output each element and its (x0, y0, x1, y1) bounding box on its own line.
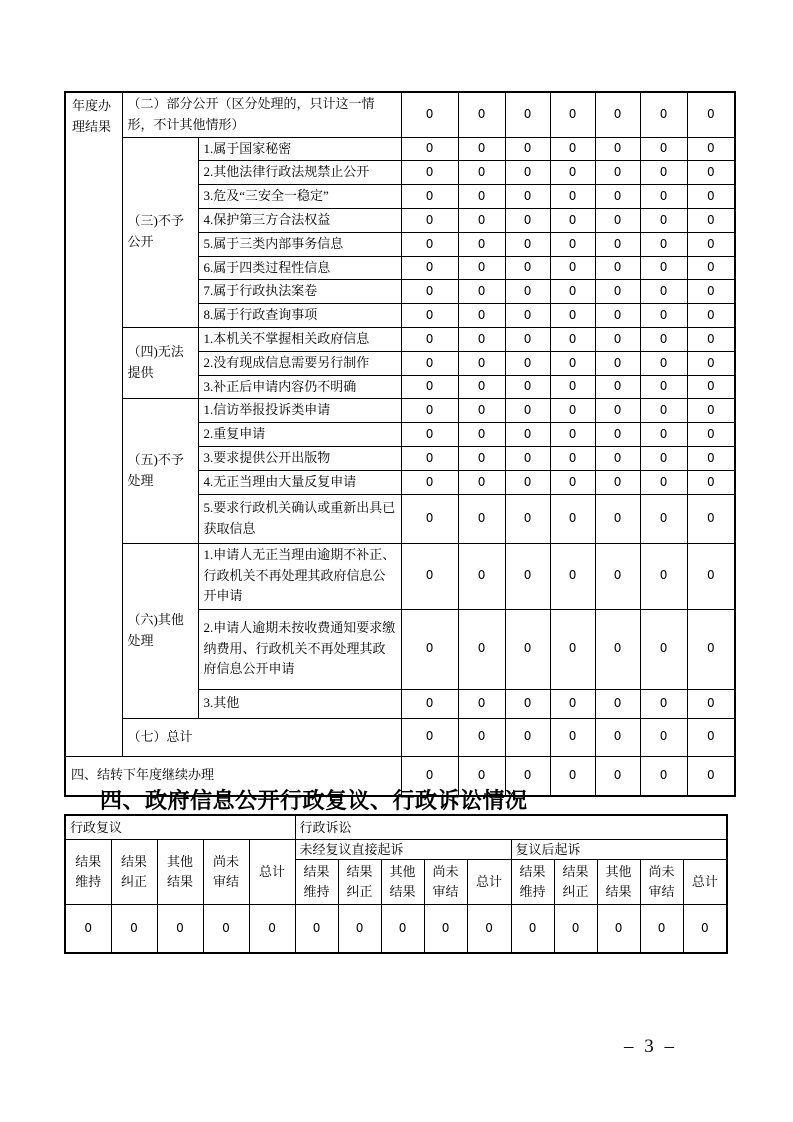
item-label: 5.属于三类内部事务信息 (198, 232, 401, 256)
value-cell: 0 (458, 609, 505, 689)
value-cell: 0 (687, 256, 735, 280)
value-cell: 0 (595, 446, 640, 470)
value-cell: 0 (595, 256, 640, 280)
value-cell: 0 (640, 92, 687, 137)
litigation-section-label: 行政诉讼 (295, 815, 727, 839)
value-cell: 0 (458, 327, 505, 351)
direct-result-header: 结果维持 (295, 860, 338, 905)
value-cell: 0 (595, 756, 640, 796)
value-cell: 0 (505, 494, 550, 543)
value-cell: 0 (505, 185, 550, 209)
value-cell: 0 (458, 185, 505, 209)
value-cell: 0 (550, 327, 595, 351)
value-cell: 0 (458, 689, 505, 718)
item-label: 2.其他法律行政法规禁止公开 (198, 161, 401, 185)
value-cell: 0 (640, 232, 687, 256)
value-cell: 0 (458, 718, 505, 756)
value-cell: 0 (687, 756, 735, 796)
value-cell: 0 (401, 375, 458, 399)
value-cell: 0 (401, 399, 458, 423)
value-cell: 0 (687, 232, 735, 256)
value-cell: 0 (640, 399, 687, 423)
value-cell: 0 (640, 470, 687, 494)
value-cell: 0 (595, 327, 640, 351)
value-cell: 0 (458, 423, 505, 447)
item-label: 3.要求提供公开出版物 (198, 446, 401, 470)
value-cell: 0 (157, 905, 203, 953)
item-label: 1.属于国家秘密 (198, 137, 401, 161)
value-cell: 0 (640, 185, 687, 209)
value-cell: 0 (550, 609, 595, 689)
value-cell: 0 (640, 494, 687, 543)
value-cell: 0 (458, 375, 505, 399)
value-cell: 0 (401, 609, 458, 689)
value-cell: 0 (550, 399, 595, 423)
value-cell: 0 (595, 399, 640, 423)
total-row-label: （七）总计 (122, 718, 401, 756)
value-cell: 0 (595, 543, 640, 609)
item-label: 5.要求行政机关确认或重新出具已获取信息 (198, 494, 401, 543)
review-result-header: 尚未审结 (203, 839, 249, 905)
value-cell: 0 (550, 208, 595, 232)
value-cell: 0 (595, 375, 640, 399)
value-cell: 0 (640, 327, 687, 351)
value-cell: 0 (595, 208, 640, 232)
review-result-header: 结果维持 (65, 839, 111, 905)
value-cell: 0 (687, 494, 735, 543)
value-cell: 0 (687, 351, 735, 375)
value-cell: 0 (458, 137, 505, 161)
item-label: 6.属于四类过程性信息 (198, 256, 401, 280)
value-cell: 0 (338, 905, 381, 953)
value-cell: 0 (505, 375, 550, 399)
item-label: 7.属于行政执法案卷 (198, 280, 401, 304)
value-cell: 0 (640, 543, 687, 609)
value-cell: 0 (505, 327, 550, 351)
value-cell: 0 (595, 280, 640, 304)
category-label-not-processed: （五)不予处理 (122, 399, 198, 543)
value-cell: 0 (550, 689, 595, 718)
value-cell: 0 (640, 718, 687, 756)
value-cell: 0 (640, 351, 687, 375)
value-cell: 0 (401, 718, 458, 756)
value-cell: 0 (458, 446, 505, 470)
post-review-result-header: 尚未审结 (640, 860, 683, 905)
value-cell: 0 (401, 470, 458, 494)
value-cell: 0 (550, 304, 595, 328)
value-cell: 0 (505, 423, 550, 447)
value-cell: 0 (687, 609, 735, 689)
value-cell: 0 (401, 446, 458, 470)
value-cell: 0 (640, 689, 687, 718)
review-section-label: 行政复议 (65, 815, 295, 839)
value-cell: 0 (640, 375, 687, 399)
value-cell: 0 (401, 280, 458, 304)
value-cell: 0 (401, 543, 458, 609)
item-label: 2.重复申请 (198, 423, 401, 447)
value-cell: 0 (401, 494, 458, 543)
carryover-row-label: 四、结转下年度继续办理 (65, 756, 401, 796)
value-cell: 0 (550, 256, 595, 280)
value-cell: 0 (687, 327, 735, 351)
value-cell: 0 (505, 689, 550, 718)
value-cell: 0 (458, 756, 505, 796)
value-cell: 0 (595, 718, 640, 756)
value-cell: 0 (687, 185, 735, 209)
value-cell: 0 (595, 304, 640, 328)
value-cell: 0 (505, 609, 550, 689)
value-cell: 0 (683, 905, 727, 953)
value-cell: 0 (640, 137, 687, 161)
value-cell: 0 (401, 756, 458, 796)
value-cell: 0 (458, 304, 505, 328)
value-cell: 0 (401, 232, 458, 256)
value-cell: 0 (687, 689, 735, 718)
value-cell: 0 (595, 494, 640, 543)
row-group-label: 年度办理结果 (65, 92, 122, 756)
value-cell: 0 (505, 756, 550, 796)
category-label-other-processing: （六)其他处理 (122, 543, 198, 718)
value-cell: 0 (640, 208, 687, 232)
value-cell: 0 (505, 232, 550, 256)
value-cell: 0 (381, 905, 424, 953)
value-cell: 0 (505, 137, 550, 161)
value-cell: 0 (595, 185, 640, 209)
value-cell: 0 (458, 280, 505, 304)
review-litigation-table (64, 814, 728, 954)
value-cell: 0 (401, 208, 458, 232)
value-cell: 0 (640, 446, 687, 470)
item-label: 2.没有现成信息需要另行制作 (198, 351, 401, 375)
value-cell: 0 (550, 351, 595, 375)
post-review-litigation-label: 复议后起诉 (511, 839, 727, 860)
value-cell: 0 (550, 137, 595, 161)
item-label: 8.属于行政查询事项 (198, 304, 401, 328)
value-cell: 0 (550, 375, 595, 399)
value-cell: 0 (640, 256, 687, 280)
direct-litigation-label: 未经复议直接起诉 (295, 839, 511, 860)
direct-result-header: 尚未审结 (424, 860, 467, 905)
value-cell: 0 (505, 92, 550, 137)
item-label: 3.其他 (198, 689, 401, 718)
value-cell: 0 (595, 351, 640, 375)
value-cell: 0 (295, 905, 338, 953)
value-cell: 0 (505, 351, 550, 375)
value-cell: 0 (401, 327, 458, 351)
value-cell: 0 (458, 92, 505, 137)
value-cell: 0 (401, 351, 458, 375)
value-cell: 0 (687, 161, 735, 185)
value-cell: 0 (203, 905, 249, 953)
post-review-result-header: 结果维持 (511, 860, 554, 905)
item-label: 1.信访举报投诉类申请 (198, 399, 401, 423)
section-heading: 四、政府信息公开行政复议、行政诉讼情况 (100, 788, 528, 813)
value-cell: 0 (505, 446, 550, 470)
value-cell: 0 (597, 905, 640, 953)
value-cell: 0 (505, 718, 550, 756)
value-cell: 0 (687, 208, 735, 232)
value-cell: 0 (505, 304, 550, 328)
value-cell: 0 (595, 470, 640, 494)
value-cell: 0 (424, 905, 467, 953)
value-cell: 0 (687, 543, 735, 609)
direct-result-header: 其他结果 (381, 860, 424, 905)
value-cell: 0 (687, 399, 735, 423)
value-cell: 0 (687, 92, 735, 137)
value-cell: 0 (550, 718, 595, 756)
value-cell: 0 (595, 232, 640, 256)
item-label: 1.本机关不掌握相关政府信息 (198, 327, 401, 351)
value-cell: 0 (687, 718, 735, 756)
value-cell: 0 (687, 446, 735, 470)
value-cell: 0 (640, 905, 683, 953)
value-cell: 0 (401, 689, 458, 718)
value-cell: 0 (550, 161, 595, 185)
page-number: – 3 – (624, 1036, 677, 1057)
value-cell: 0 (65, 905, 111, 953)
value-cell: 0 (550, 446, 595, 470)
value-cell: 0 (505, 280, 550, 304)
value-cell: 0 (687, 280, 735, 304)
category-label-no-disclosure: （三)不予公开 (122, 137, 198, 327)
item-label: 2.申请人逾期未按收费通知要求缴纳费用、行政机关不再处理其政府信息公开申请 (198, 609, 401, 689)
value-cell: 0 (505, 399, 550, 423)
value-cell: 0 (458, 399, 505, 423)
value-cell: 0 (595, 689, 640, 718)
item-label: 3.补正后申请内容仍不明确 (198, 375, 401, 399)
post-review-total-header: 总计 (683, 860, 727, 905)
item-label: 4.无正当理由大量反复申请 (198, 470, 401, 494)
value-cell: 0 (550, 423, 595, 447)
value-cell: 0 (111, 905, 157, 953)
value-cell: 0 (458, 470, 505, 494)
value-cell: 0 (687, 423, 735, 447)
value-cell: 0 (640, 304, 687, 328)
value-cell: 0 (550, 494, 595, 543)
value-cell: 0 (595, 161, 640, 185)
value-cell: 0 (550, 92, 595, 137)
category-label-unable-to-provide: （四)无法提供 (122, 327, 198, 398)
value-cell: 0 (640, 423, 687, 447)
value-cell: 0 (595, 137, 640, 161)
value-cell: 0 (550, 280, 595, 304)
row-label-partial-disclosure: （二）部分公开（区分处理的，只计这一情形，不计其他情形） (122, 92, 401, 137)
review-result-header: 结果纠正 (111, 839, 157, 905)
value-cell: 0 (505, 161, 550, 185)
value-cell: 0 (458, 256, 505, 280)
value-cell: 0 (595, 423, 640, 447)
value-cell: 0 (458, 232, 505, 256)
value-cell: 0 (505, 208, 550, 232)
value-cell: 0 (401, 423, 458, 447)
value-cell: 0 (550, 756, 595, 796)
value-cell: 0 (550, 470, 595, 494)
value-cell: 0 (554, 905, 597, 953)
item-label: 1.申请人无正当理由逾期不补正、行政机关不再处理其政府信息公开申请 (198, 543, 401, 609)
value-cell: 0 (550, 185, 595, 209)
value-cell: 0 (640, 756, 687, 796)
value-cell: 0 (401, 304, 458, 328)
value-cell: 0 (458, 208, 505, 232)
post-review-result-header: 其他结果 (597, 860, 640, 905)
value-cell: 0 (687, 470, 735, 494)
value-cell: 0 (249, 905, 295, 953)
review-result-header: 其他结果 (157, 839, 203, 905)
value-cell: 0 (458, 543, 505, 609)
value-cell: 0 (401, 256, 458, 280)
value-cell: 0 (505, 256, 550, 280)
item-label: 4.保护第三方合法权益 (198, 208, 401, 232)
value-cell: 0 (401, 92, 458, 137)
value-cell: 0 (505, 470, 550, 494)
value-cell: 0 (640, 161, 687, 185)
value-cell: 0 (505, 543, 550, 609)
value-cell: 0 (458, 161, 505, 185)
value-cell: 0 (595, 92, 640, 137)
direct-result-header: 结果纠正 (338, 860, 381, 905)
annual-processing-results-table (64, 91, 736, 797)
value-cell: 0 (595, 609, 640, 689)
value-cell: 0 (640, 609, 687, 689)
value-cell: 0 (401, 137, 458, 161)
value-cell: 0 (401, 185, 458, 209)
direct-total-header: 总计 (467, 860, 511, 905)
value-cell: 0 (550, 232, 595, 256)
value-cell: 0 (467, 905, 511, 953)
value-cell: 0 (511, 905, 554, 953)
value-cell: 0 (687, 375, 735, 399)
review-total-header: 总计 (249, 839, 295, 905)
value-cell: 0 (550, 543, 595, 609)
value-cell: 0 (687, 304, 735, 328)
value-cell: 0 (458, 351, 505, 375)
value-cell: 0 (640, 280, 687, 304)
post-review-result-header: 结果纠正 (554, 860, 597, 905)
item-label: 3.危及“三安全一稳定” (198, 185, 401, 209)
value-cell: 0 (458, 494, 505, 543)
value-cell: 0 (687, 137, 735, 161)
value-cell: 0 (401, 161, 458, 185)
